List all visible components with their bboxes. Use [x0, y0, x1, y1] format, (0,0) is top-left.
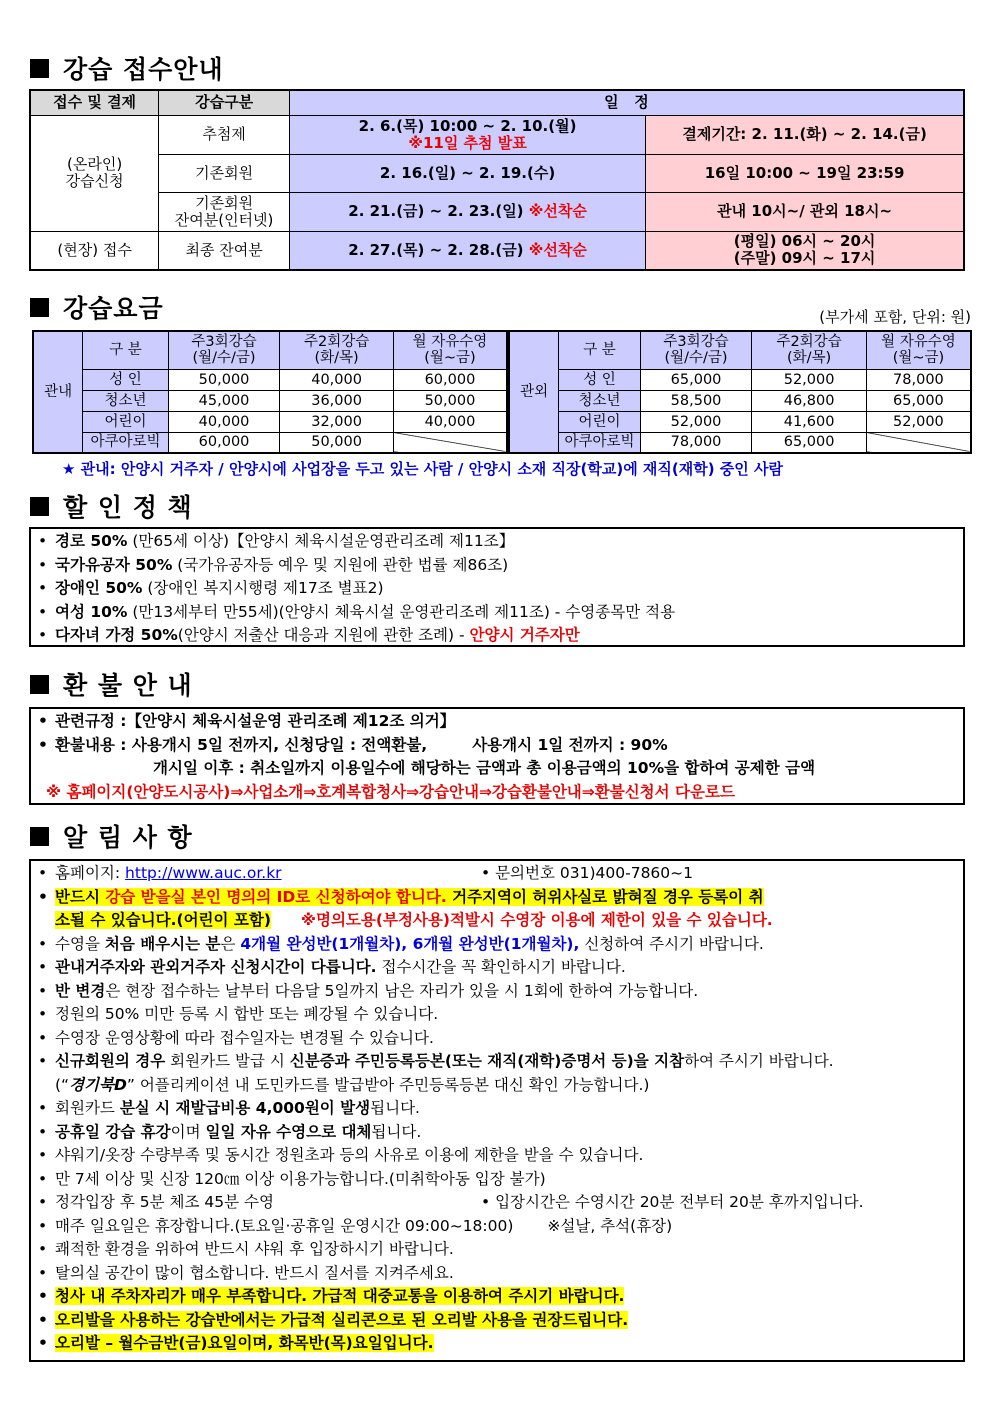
fee-table-inside	[32, 330, 508, 454]
final-remaining-date: 2. 27.(목) ~ 2. 28.(금) ※선착순	[289, 231, 645, 270]
list-item: • 반 변경은 현장 접수하는 날부터 다음달 5일까지 남은 자리가 있을 시 1회에 한하여 가능합니다.	[31, 980, 963, 1004]
list-item: • 쾌적한 환경을 위하여 반드시 샤워 후 입장하시기 바랍니다.	[31, 1238, 963, 1262]
header-course-type: 강습구분	[159, 90, 290, 115]
category-aquarobics: 아쿠아로빅	[559, 432, 641, 453]
onsite-registration-label: (현장) 접수	[30, 231, 159, 270]
list-item: • 국가유공자 50% (국가유공자등 예우 및 지원에 관한 법률 제86조)	[31, 554, 963, 578]
section-title-registration: 강습 접수안내	[30, 50, 224, 86]
section-title-notice: 알 림 사 항	[30, 818, 193, 854]
fee-cell: 46,800	[752, 390, 867, 411]
fee-cell: 60,000	[393, 369, 507, 390]
header-schedule: 일 정	[289, 90, 964, 115]
refund-after-start: 개시일 이후 : 취소일까지 이용일수에 해당하는 금액과 총 이용금액의 10%을 합하여 공제한 금액	[153, 759, 816, 777]
fee-cell: 36,000	[280, 390, 394, 411]
fee-cell: 40,000	[393, 411, 507, 432]
fee-cell: 52,000	[752, 369, 867, 390]
remaining-online-type: 기존회원 잔여분(인터넷)	[159, 192, 290, 231]
header-registration: 접수 및 결제	[30, 90, 159, 115]
list-item: • 정각입장 후 5분 체조 45분 수영 • 입장시간은 수영시간 20분 전부터 20분 후까지입니다.	[31, 1191, 963, 1215]
refund-box	[29, 707, 965, 805]
existing-member-payment: 16일 10:00 ~ 19일 23:59	[646, 154, 964, 192]
empty-diagonal-cell	[866, 432, 971, 453]
section-title-fees: 강습요금	[30, 289, 164, 325]
list-item: • 탈의실 공간이 많이 협소합니다. 반드시 질서를 지켜주세요.	[31, 1262, 963, 1286]
existing-member-type: 기존회원	[159, 154, 290, 192]
category-header: 구 분	[83, 331, 169, 369]
fee-cell: 52,000	[640, 411, 752, 432]
list-item: • 정원의 50% 미만 등록 시 합반 또는 폐강될 수 있습니다.	[31, 1003, 963, 1027]
list-item: • 홈페이지: http://www.auc.or.kr • 문의번호 031)400-7860~1	[31, 862, 963, 886]
fee-cell: 32,000	[280, 411, 394, 432]
registration-schedule-table	[29, 89, 965, 271]
free-swim-header: 월 자유수영 (월~금)	[393, 331, 507, 369]
category-header: 구 분	[559, 331, 641, 369]
online-registration-label: (온라인) 강습신청	[30, 115, 159, 231]
refund-rule: • 관련규정 :【안양시 체육시설운영 관리조례 제12조 의거】	[31, 710, 963, 734]
fee-cell: 65,000	[752, 432, 867, 453]
list-item: • 관내거주자와 관외거주자 신청시간이 다릅니다. 접수시간을 꼭 확인하시기 바랍니다.	[31, 956, 963, 980]
refund-content: • 환불내용 : 사용개시 5일 전까지, 신청당일 : 전액환불, 사용개시 1일 전까지 : 90%	[31, 734, 963, 758]
homepage-link[interactable]: http://www.auc.or.kr	[125, 864, 282, 882]
list-item: • 오리발 – 월수금반(금)요일이며, 화목반(목)요일입니다.	[31, 1332, 963, 1356]
list-item-continued: 소될 수 있습니다.(어린이 포함) ※명의도용(부정사용)적발시 수영장 이용에 제한이 있을 수 있습니다.	[55, 911, 773, 929]
fee-cell: 50,000	[393, 390, 507, 411]
notice-box	[29, 859, 965, 1362]
discount-list	[31, 530, 963, 648]
list-item: • 여성 10% (만13세부터 만55세)(안양시 체육시설 운영관리조례 제11조) - 수영종목만 적용	[31, 601, 963, 625]
list-item: • 공휴일 강습 휴강이며 일일 자유 수영으로 대체됩니다.	[31, 1121, 963, 1145]
fee-cell: 41,600	[752, 411, 867, 432]
remaining-online-date: 2. 21.(금) ~ 2. 23.(일) ※선착순	[289, 192, 645, 231]
list-item: • 다자녀 가정 50%(안양시 저출산 대응과 지원에 관한 조례) - 안양시 거주자만	[31, 624, 963, 648]
inside-label: 관내	[33, 331, 83, 453]
fee-cell: 78,000	[640, 432, 752, 453]
outside-label: 관외	[509, 331, 559, 453]
square-bullet-icon	[30, 497, 49, 516]
category-youth: 청소년	[559, 390, 641, 411]
section-title-discount: 할 인 정 책	[30, 488, 193, 524]
fee-cell: 65,000	[866, 390, 971, 411]
fee-cell: 45,000	[168, 390, 280, 411]
fee-cell: 58,500	[640, 390, 752, 411]
vat-note: (부가세 포함, 단위: 원)	[819, 308, 971, 326]
empty-diagonal-cell	[393, 432, 507, 453]
list-item: • 수영장 운영상황에 따라 접수일자는 변경될 수 있습니다.	[31, 1027, 963, 1051]
category-aquarobics: 아쿠아로빅	[83, 432, 169, 453]
discount-box	[29, 527, 965, 647]
three-times-header: 주3회강습 (월/수/금)	[168, 331, 280, 369]
lottery-payment: 결제기간: 2. 11.(화) ~ 2. 14.(금)	[646, 115, 964, 154]
fee-cell: 40,000	[280, 369, 394, 390]
category-adult: 성 인	[83, 369, 169, 390]
list-item: • 청사 내 주차자리가 매우 부족합니다. 가급적 대중교통을 이용하여 주시기 바랍니다.	[31, 1285, 963, 1309]
resident-note: ★ 관내: 안양시 거주자 / 안양시에 사업장을 두고 있는 사람 / 안양시 소재 직장(학교)에 재직(재학) 중인 사람	[62, 460, 783, 478]
fee-cell: 40,000	[168, 411, 280, 432]
lottery-date: 2. 6.(목) 10:00 ~ 2. 10.(월) ※11일 추첨 발표	[289, 115, 645, 154]
refund-list	[31, 710, 963, 757]
category-adult: 성 인	[559, 369, 641, 390]
square-bullet-icon	[30, 298, 49, 317]
fee-cell: 50,000	[168, 369, 280, 390]
list-item: • 만 7세 이상 및 신장 120㎝ 이상 이용가능합니다.(미취학아동 입장 불가)	[31, 1168, 963, 1192]
three-times-header: 주3회강습 (월/수/금)	[640, 331, 752, 369]
phone-number: • 문의번호 031)400-7860~1	[481, 864, 694, 882]
section-title-refund: 환 불 안 내	[30, 666, 193, 702]
two-times-header: 주2회강습 (화/목)	[752, 331, 867, 369]
list-item: • 반드시 강습 받을실 본인 명의의 ID로 신청하여야 합니다. 거주지역이 허위사실로 밝혀질 경우 등록이 취	[31, 886, 963, 910]
list-item: • 매주 일요일은 휴장합니다.(토요일·공휴일 운영시간 09:00~18:00) ※설날, 추석(휴장)	[31, 1215, 963, 1239]
square-bullet-icon	[30, 675, 49, 694]
list-item: • 수영을 처음 배우시는 분은 4개월 완성반(1개월차), 6개월 완성반(1개월차), 신청하여 주시기 바랍니다.	[31, 933, 963, 957]
category-child: 어린이	[83, 411, 169, 432]
square-bullet-icon	[30, 827, 49, 846]
fee-cell: 60,000	[168, 432, 280, 453]
remaining-online-time: 관내 10시~/ 관외 18시~	[646, 192, 964, 231]
final-remaining-type: 최종 잔여분	[159, 231, 290, 270]
list-item: • 샤워기/옷장 수량부족 및 동시간 정원초과 등의 사유로 이용에 제한을 받을 수 있습니다.	[31, 1144, 963, 1168]
lottery-type: 추첨제	[159, 115, 290, 154]
list-item: • 회원카드 분실 시 재발급비용 4,000원이 발생됩니다.	[31, 1097, 963, 1121]
final-remaining-time: (평일) 06시 ~ 20시 (주말) 09시 ~ 17시	[646, 231, 964, 270]
fee-cell: 78,000	[866, 369, 971, 390]
two-times-header: 주2회강습 (화/목)	[280, 331, 394, 369]
list-item: • 오리발을 사용하는 강습반에서는 가급적 실리콘으로 된 오리발 사용을 권장드립니다.	[31, 1309, 963, 1333]
free-swim-header: 월 자유수영 (월~금)	[866, 331, 971, 369]
list-item: • 신규회원의 경우 회원카드 발급 시 신분증과 주민등록등본(또는 재직(재학)증명서 등)을 지참하여 주시기 바랍니다.	[31, 1050, 963, 1074]
refund-download-path: ※ 홈페이지(안양도시공사)⇒사업소개⇒호계복합청사⇒강습안내⇒강습환불안내⇒환불신청서 다운로드	[46, 782, 735, 801]
square-bullet-icon	[30, 59, 49, 78]
fee-cell: 50,000	[280, 432, 394, 453]
fee-cell: 52,000	[866, 411, 971, 432]
list-item: • 경로 50% (만65세 이상)【안양시 체육시설운영관리조례 제11조】	[31, 530, 963, 554]
list-item-continued: (“경기북D” 어플리케이션 내 도민카드를 발급받아 주민등록등본 대신 확인 가능합니다.)	[55, 1075, 650, 1094]
category-child: 어린이	[559, 411, 641, 432]
notice-list	[31, 862, 963, 1356]
fee-cell: 65,000	[640, 369, 752, 390]
category-youth: 청소년	[83, 390, 169, 411]
fee-table-outside	[508, 330, 972, 454]
list-item: • 장애인 50% (장애인 복지시행령 제17조 별표2)	[31, 577, 963, 601]
existing-member-date: 2. 16.(일) ~ 2. 19.(수)	[289, 154, 645, 192]
